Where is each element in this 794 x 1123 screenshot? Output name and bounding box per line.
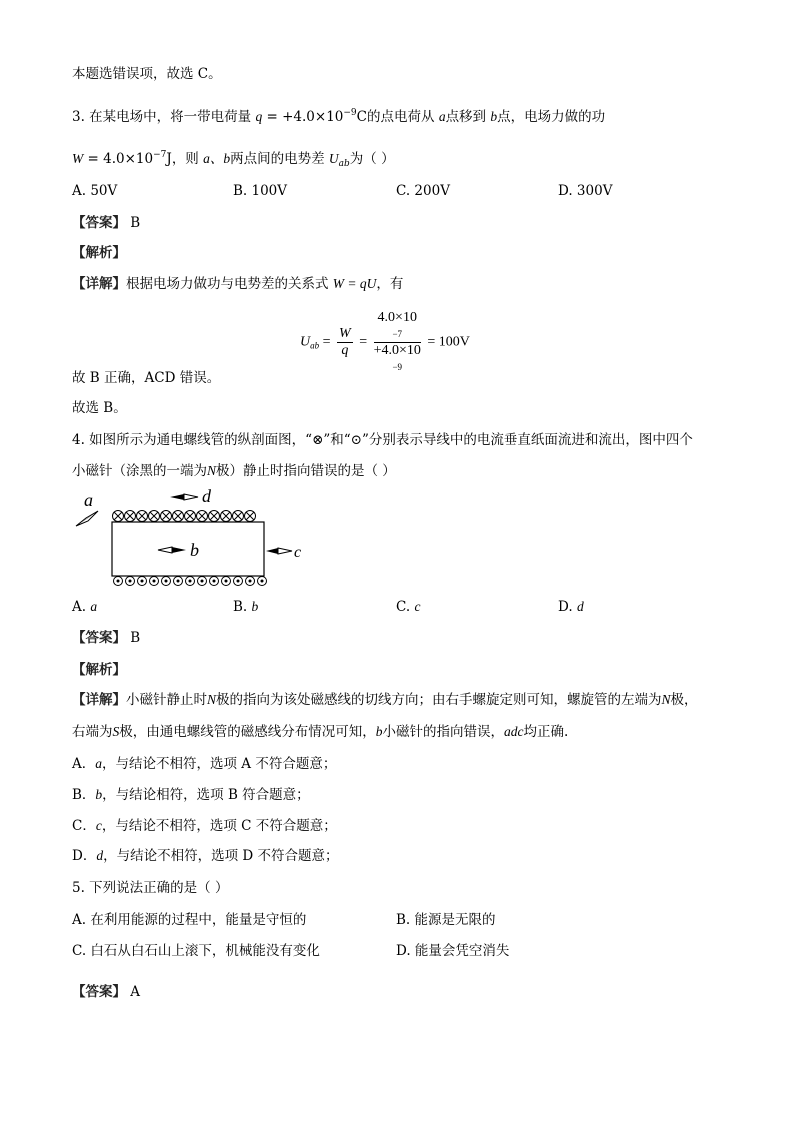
conclusion-3b: 故选 B。 — [72, 400, 127, 416]
label-d: d — [202, 486, 211, 506]
formula-uab: $U_{ab}$ = $\frac{W}{q}$ = 4.0×10 −7 +4.0×10 −9 = 100V — [300, 310, 470, 372]
solenoid-body — [112, 522, 264, 576]
label-b: b — [190, 540, 199, 560]
option-3c: C. 200V — [396, 183, 450, 199]
option-3b: B. 100V — [233, 183, 288, 199]
text-line: 本题选错误项，故选 C。 — [72, 66, 222, 82]
question-4-stem: 4. 如图所示为通电螺线管的纵剖面图，“⊗”和“⊙”分别表示导线中的电流垂直纸面流进和流出，图中四个 — [72, 432, 693, 448]
answer-3: 【答案】 B — [72, 215, 141, 231]
option-3a: A. 50V — [72, 183, 118, 199]
reason-b: B．b，与结论相符，选项 B 符合题意； — [72, 787, 310, 803]
analysis-3-label: 【解析】 — [72, 245, 126, 261]
conclusion-3a: 故 B 正确，ACD 错误。 — [72, 370, 221, 386]
detail-3: 【详解】根据电场力做功与电势差的关系式 W = qU，有 — [72, 276, 404, 292]
question-3-stem: 3. 在某电场中，将一带电荷量 $q = +4.0\times 10^{-9}C$的点电荷从 a点移到 b点，电场力做的功 — [72, 108, 606, 125]
option-4d: D. d — [558, 599, 584, 615]
analysis-4-label: 【解析】 — [72, 662, 126, 678]
needle-b-north — [172, 547, 186, 553]
reason-c: C．c，与结论不相符，选项 C 不符合题意； — [72, 818, 337, 834]
needle-b-south — [158, 547, 172, 553]
label-a: a — [84, 490, 93, 510]
question-3-stem-2: $W = 4.0\times 10^{-7}J$，则 a、b两点间的电势差 $U_{ab}$为（ ） — [72, 150, 395, 169]
needle-d-south — [184, 494, 198, 500]
needle-c-north — [266, 548, 278, 554]
option-4a: A. a — [72, 599, 98, 615]
option-3d: D. 300V — [558, 183, 613, 199]
detail-4-2: 右端为S极，由通电螺线管的磁感线分布情况可知，b小磁针的指向错误，adc均正确. — [72, 724, 569, 740]
reason-a: A．a，与结论不相符，选项 A 不符合题意； — [72, 756, 337, 772]
answer-4: 【答案】 B — [72, 630, 141, 646]
reason-d: D．d，与结论不相符，选项 D 不符合题意； — [72, 848, 339, 864]
answer-5: 【答案】 A — [72, 984, 141, 1000]
option-5a: A. 在利用能源的过程中，能量是守恒的 — [72, 912, 307, 928]
current-in-row — [113, 511, 256, 522]
needle-d-north — [170, 494, 184, 500]
option-5c: C. 白石从白石山上滚下，机械能没有变化 — [72, 943, 320, 959]
option-5d: D. 能量会凭空消失 — [396, 943, 510, 959]
option-4b: B. b — [233, 599, 259, 615]
option-4c: C. c — [396, 599, 421, 615]
solenoid-diagram — [72, 486, 312, 586]
question-4-stem-2: 小磁针（涂黑的一端为N极）静止时指向错误的是（ ） — [72, 463, 396, 479]
label-c: c — [294, 544, 302, 561]
needle-c-south — [278, 548, 292, 554]
detail-4: 【详解】小磁针静止时N极的指向为该处磁感线的切线方向；由右手螺旋定则可知，螺旋管的左端为N极， — [72, 692, 698, 708]
question-5-stem: 5. 下列说法正确的是（ ） — [72, 880, 229, 896]
option-5b: B. 能源是无限的 — [396, 912, 496, 928]
